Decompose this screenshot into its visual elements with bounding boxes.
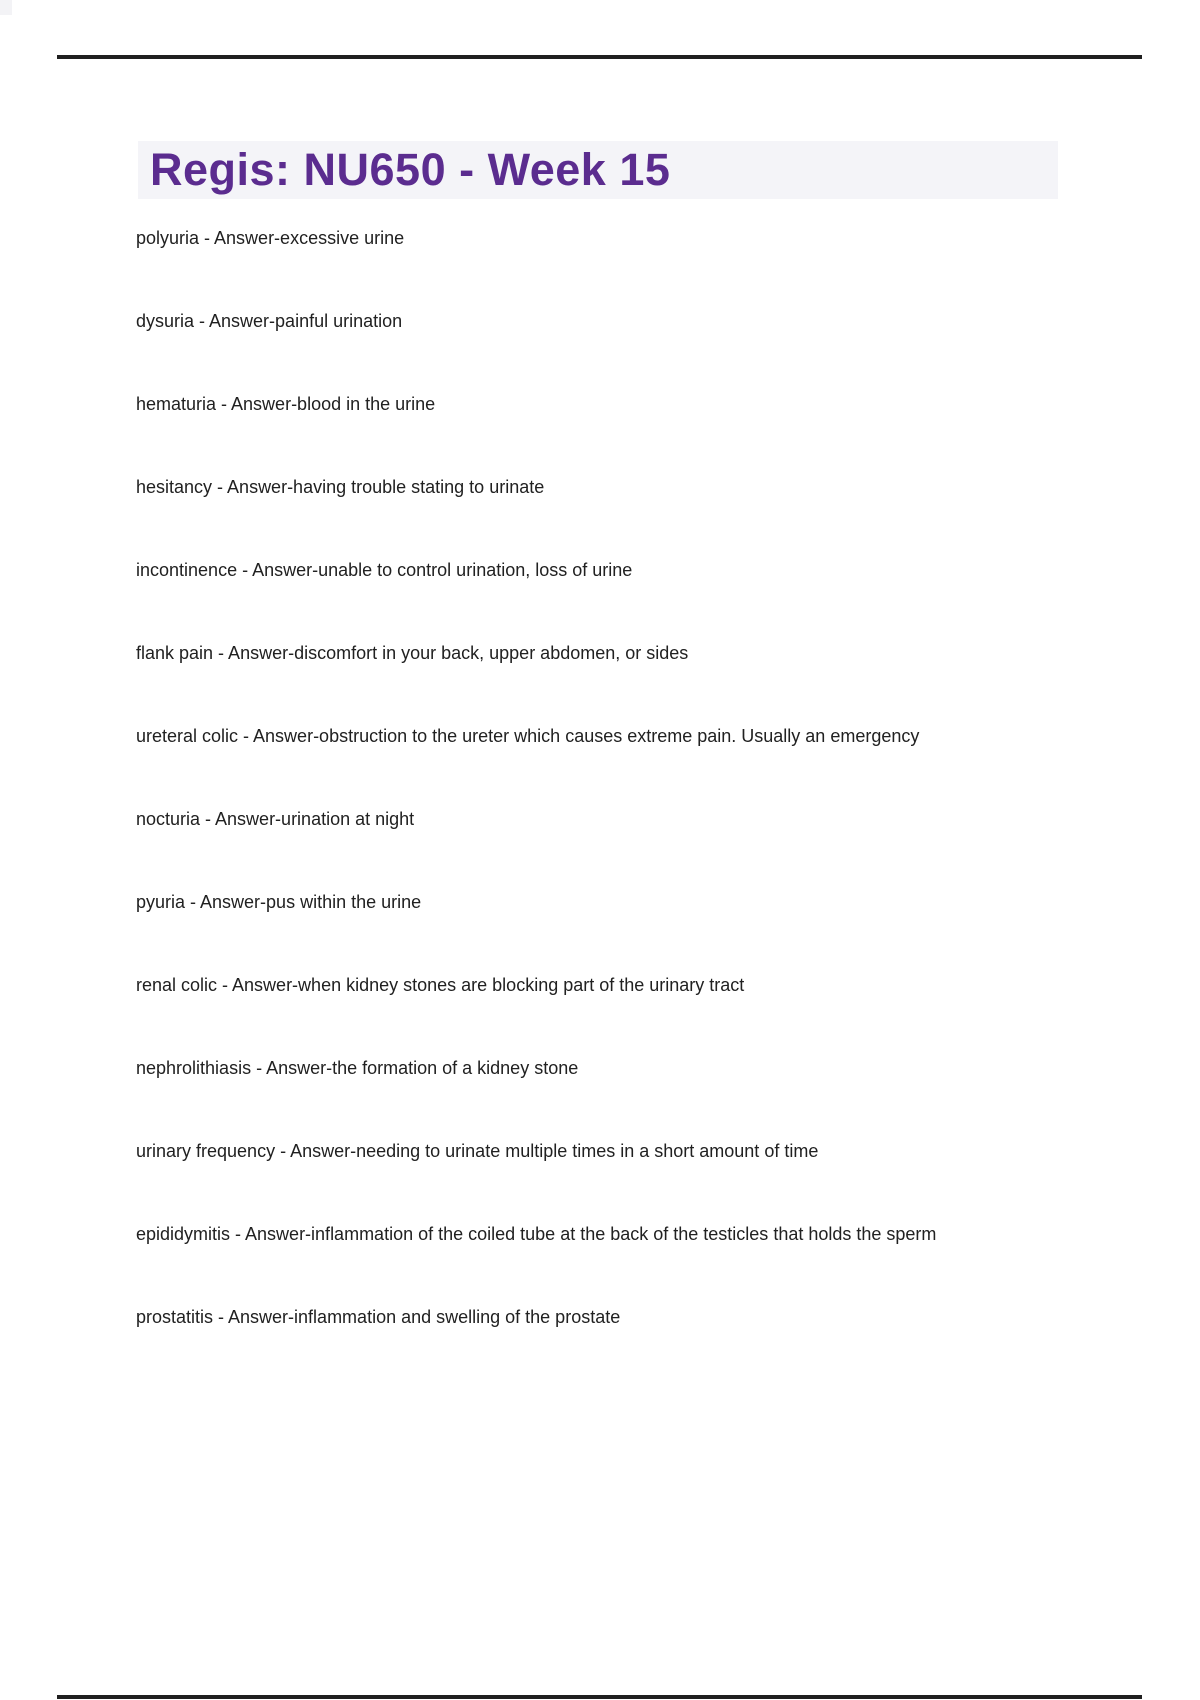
scan-corner-artifact: [0, 0, 12, 15]
term-definition-line: hesitancy - Answer-having trouble stating to urinate: [136, 477, 545, 497]
term-definition-line: pyuria - Answer-pus within the urine: [136, 892, 422, 912]
top-horizontal-rule: [57, 55, 1142, 59]
term-definition-line: nocturia - Answer-urination at night: [136, 809, 415, 829]
term-definition-line: incontinence - Answer-unable to control urination, loss of urine: [136, 560, 633, 580]
term-definition-line: polyuria - Answer-excessive urine: [136, 228, 405, 248]
bottom-horizontal-rule: [57, 1695, 1142, 1699]
term-definition-line: dysuria - Answer-painful urination: [136, 311, 403, 331]
term-definition-list: [136, 224, 1066, 1386]
page-title-bar: [138, 141, 1058, 199]
term-definition-line: flank pain - Answer-discomfort in your back, upper abdomen, or sides: [136, 643, 689, 663]
page-title: Regis: NU650 - Week 15: [150, 144, 671, 195]
term-definition-line: nephrolithiasis - Answer-the formation of a kidney stone: [136, 1058, 579, 1078]
term-definition-line: epididymitis - Answer-inflammation of the coiled tube at the back of the testicles that holds the sperm: [136, 1224, 937, 1244]
term-definition-line: ureteral colic - Answer-obstruction to the ureter which causes extreme pain. Usually an emergency: [136, 726, 920, 746]
term-definition-line: hematuria - Answer-blood in the urine: [136, 394, 436, 414]
term-definition-line: urinary frequency - Answer-needing to urinate multiple times in a short amount of time: [136, 1141, 819, 1161]
term-definition-line: renal colic - Answer-when kidney stones are blocking part of the urinary tract: [136, 975, 745, 995]
term-definition-line: prostatitis - Answer-inflammation and swelling of the prostate: [136, 1307, 621, 1327]
